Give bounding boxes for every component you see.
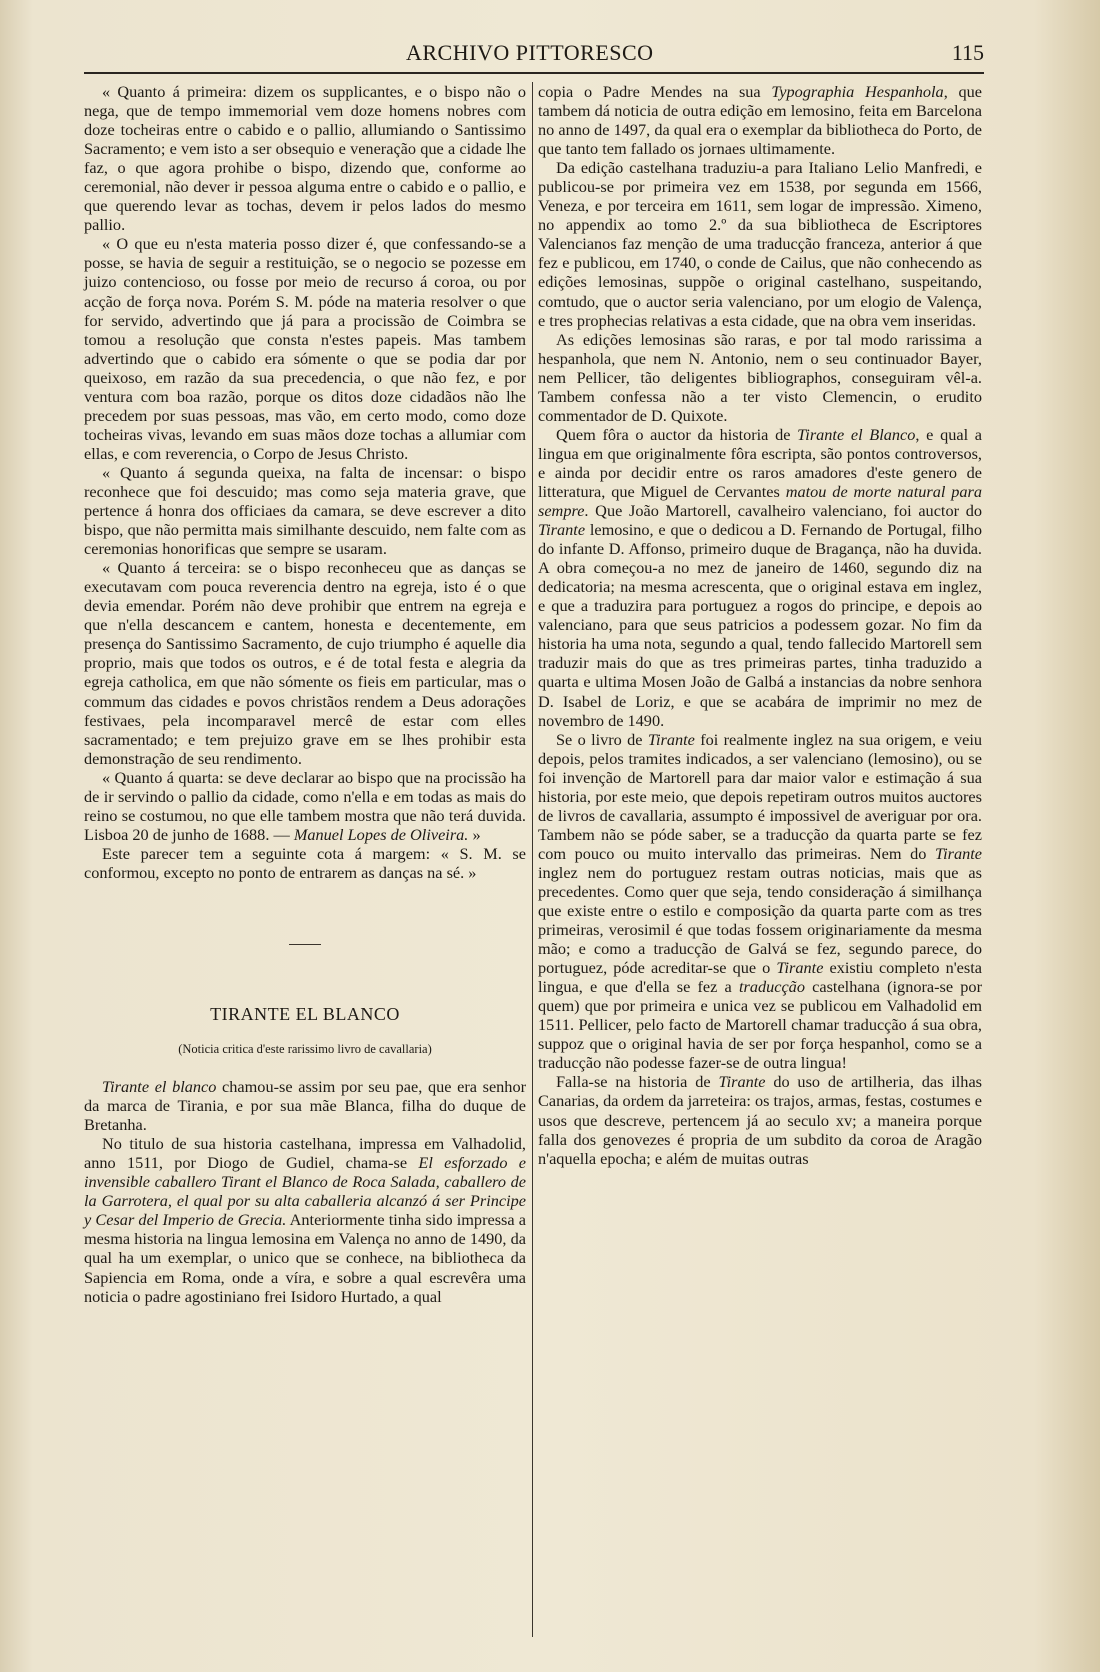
text: « Quanto á quarta: se deve declarar ao bispo que na procissão ha de ir servindo o pallio da cidade, como n'ella e em todas as mais do reino se costumou, no que elle tambem mostra que não terá duvida. Lisboa 20 de junho de 1688. —: [84, 767, 526, 844]
paragraph: [538, 425, 982, 730]
text: No titulo de sua historia castelhana, impressa em Valhadolid, anno 1511, por Diogo de Gudiel, chama-se: [84, 1134, 526, 1173]
section-divider: [289, 944, 321, 945]
section-subtitle: (Noticia critica d'este rarissimo livro de cavallaria): [178, 1042, 432, 1057]
text: . Que João Martorell, cavalheiro valenciano, foi auctor do: [584, 501, 982, 521]
italic-text: El esforzado e invensible caballero Tirant el Blanco de Roca Salada, caballero de la Garrotera, el qual por su alta caballeria alcanzó á ser Principe y Cesar del Imperio de Grecia.: [84, 1153, 527, 1230]
text: existiu completo n'esta lingua, e que d'ella se fez a: [538, 958, 982, 997]
italic-text: Tirante el Blanco: [797, 424, 916, 444]
paragraph: Este parecer tem a seguinte cota á margem: « S. M. se conformou, excepto no ponto de entrarem as danças na sé. »: [84, 843, 526, 882]
italic-text: Tirante: [718, 1072, 766, 1092]
text: , e qual a lingua em que originalmente fôra escripta, são pontos controversos, e ainda por decidir entre os raros amadores d'este genero de litteratura, que Miguel de Cervantes: [538, 424, 983, 501]
italic-text: Tirante: [776, 958, 824, 978]
text: Quem fôra o auctor da historia de: [556, 424, 798, 444]
italic-text: Tirante: [647, 729, 695, 749]
paragraph: [84, 1077, 526, 1134]
text: inglez nem do portuguez restam outras noticias, mais que as precedentes. Como quer que seja, tendo consideração á similhança que existe entre o estilo e composição da quarta parte com as tres primeiras, verosimil é que todas fossem originariamente da mesma mão; e como a traducção de Galvá se fez, segundo parece, do portuguez, póde acreditar-se que o: [538, 862, 982, 978]
italic-text: traducção: [738, 977, 805, 997]
text: copia o Padre Mendes na sua: [538, 82, 772, 101]
paragraph: Da edição castelhana traduziu-a para Italiano Lelio Manfredi, e publicou-se por primeira vez em 1538, por segunda em 1566, Veneza, e por terceira em 1611, sem logar de impressão. Ximeno, no appendix ao tomo 2.º da sua bibliotheca de Escriptores Valencianos faz menção de uma traducção franceza, anterior á que fez e publicou, em 1740, o conde de Cailus, que não conhecendo as edições lemosinas, suppõe o original castelhano, suspeitando, comtudo, que o auctor seria valenciano, por um elogio de Valença, e tres prophecias relativas a esta cidade, que na obra vem inseridas.: [538, 158, 982, 330]
italic-text: Tirante: [538, 520, 586, 540]
text: lemosino, e que o dedicou a D. Fernando de Portugal, filho do infante D. Affonso, primeiro duque de Bragança, não ha duvida. A obra começou-a no mez de janeiro de 1460, segundo diz na dedicatoria; na mesma acrescenta, que o original estava em inglez, e que a traduzira para portuguez a rogos do principe, e depois ao valenciano, para que seus patricios a podessem gozar. No fim da historia ha uma nota, segundo a qual, tendo fallecido Martorell sem traduzir mais do que as tres primeiras partes, tinha traduzido a quarta e ultima Mosen João de Galbá a instancias da nobre senhora D. Isabel de Loriz, e que se acabára de imprimir no mez de novembro de 1490.: [538, 520, 982, 730]
paragraph: [538, 730, 982, 1073]
text: Se o livro de: [556, 729, 648, 749]
paragraph-quarta: [84, 768, 526, 844]
text: , que tambem dá noticia de outra edição em lemosino, feita em Barcelona no anno de 1497, da qual era o exemplar da bibliotheca do Porto, de que tanto tem fallado os jornaes ultimamente.: [538, 82, 982, 159]
signature: Manuel Lopes de Oliveira.: [293, 824, 469, 844]
paragraph: [84, 1134, 526, 1305]
italic-text: Tirante el blanco: [102, 1077, 217, 1097]
italic-text: Tirante: [934, 843, 982, 863]
left-column: [84, 82, 526, 1306]
right-column: [538, 82, 982, 1168]
text: castelhana (ignora-se por quem) que por primeira e unica vez se publicou em Valhadolid em 1511. Pellicer, pelo facto de Martorell chamar traducção á sua obra, suppoz que o original havia de ser por força hespanhol, como se a traducção não podesse fazer-se de outra lingua!: [538, 977, 982, 1073]
page-header: [84, 40, 984, 70]
header-rule: [84, 72, 984, 74]
italic-text: Typographia Hespanhola: [771, 82, 944, 101]
column-divider: [532, 82, 533, 1637]
text: do uso de artilheria, das ilhas Canarias, da ordem da jarreteira: os trajos, armas, festas, costumes e usos que descreve, pertencem já ao seculo xv; a maneira porque falla dos genovezes é propria de um subdito da coroa de Aragão n'aquella epocha; e além de muitas outras: [538, 1072, 983, 1168]
section-title: TIRANTE EL BLANCO: [210, 1003, 400, 1024]
text: foi realmente inglez na sua origem, e veiu depois, pelos tramites indicados, a ser valenciano (lemosino), ou se foi invenção de Martorell para dar maior valor e estimação á sua historia, por este meio, que depois repetiram outros muitos auctores de livros de cavallaria, assumpto é impossivel de averiguar por ora. Tambem não se póde saber, se a traducção da quarta parte se fez com pouco ou muito intervallo das primeiras. Nem do: [538, 729, 982, 863]
running-title: ARCHIVO PITTORESCO: [406, 40, 654, 65]
paragraph: « Quanto á terceira: se o bispo reconheceu que as danças se executavam com pouca reverencia dentro na egreja, isto é o que devia emendar. Porém não deve prohibir que entrem na egreja e que n'ella descancem e cantem, honesta e decentemente, em presença do Santissimo Sacramento, de cujo triumpho é aquelle dia proprio, mais que todos os outros, e é de total festa e alegria da egreja catholica, em que não sómente os fieis em particular, mas o commum das cidades e povos christãos rendem a Deus adorações festivaes, pela incomparavel mercê de estar com elles sacramentado; e tem prejuizo grave em se lhes prohibir esta demonstração de seu rendimento.: [84, 558, 526, 768]
text: Anteriormente tinha sido impressa a mesma historia na lingua lemosina em Valença no anno de 1490, da qual ha um exemplar, o unico que se conhece, na bibliotheca da Sapiencia em Roma, onde a víra, e sobre a qual escrevêra uma noticia o padre agostiniano frei Isidoro Hurtado, a qual: [84, 1210, 526, 1306]
paragraph: « Quanto á primeira: dizem os supplicantes, e o bispo não o nega, que de tempo immemorial vem doze homens nobres com doze tocheiras entre o cabido e o pallio, allumiando o Santissimo Sacramento; e vem isto a ser obsequio e veneração que a cidade lhe faz, o que agora prohibe o bispo, dizendo que, conforme ao ceremonial, não dever ir pessoa alguma entre o cabido e o pallio, e que querendo levar as tochas, devem ir pelos lados do mesmo pallio.: [84, 82, 526, 235]
paragraph: [538, 1072, 982, 1167]
page-number: 115: [951, 40, 984, 65]
text: Falla-se na historia de: [556, 1072, 719, 1092]
paragraph: « Quanto á segunda queixa, na falta de incensar: o bispo reconhece que foi descuido; mas como seja materia grave, que pertence á honra dos officiaes da camara, se deve escrever a dito bispo, que não permitta mais similhante descuido, nem falte com as ceremonias honorificas que sempre se usaram.: [84, 462, 526, 559]
text: chamou-se assim por seu pae, que era senhor da marca de Tirania, e por sua mãe Blanca, filha do duque de Bretanha.: [84, 1077, 527, 1135]
paragraph: [538, 82, 982, 158]
paragraph: As edições lemosinas são raras, e por tal modo rarissima a hespanhola, que nem N. Antonio, nem o seu continuador Bayer, nem Pellicer, tão deligentes bibliographos, conseguiram vêl-a. Tambem confessa não a ter visto Clemencin, o erudito commentador de D. Quixote.: [538, 329, 982, 425]
paragraph: « O que eu n'esta materia posso dizer é, que confessando-se a posse, se havia de seguir a restituição, se o negocio se pozesse em juizo contencioso, ou fosse por meio de recurso á coroa, ou por acção de força nova. Porém S. M. póde na materia resolver o que for servido, advertindo que já para a procissão de Coimbra se tomou a resolução que consta n'estes papeis. Mas tambem advertindo que o cabido era sómente o que se podia dar por queixoso, em razão da sua precedencia, o que não fez, e por ventura com boa razão, porque os ditos doze cidadãos não lhe precedem por suas pessoas, mas vão, em certo modo, como doze tocheiras vivas, levando em suas mãos doze tochas a allumiar com ellas, e com reverencia, o Corpo de Jesus Christo.: [84, 234, 526, 463]
italic-text: matou de morte natural para sempre: [538, 481, 982, 521]
text: »: [468, 824, 481, 844]
